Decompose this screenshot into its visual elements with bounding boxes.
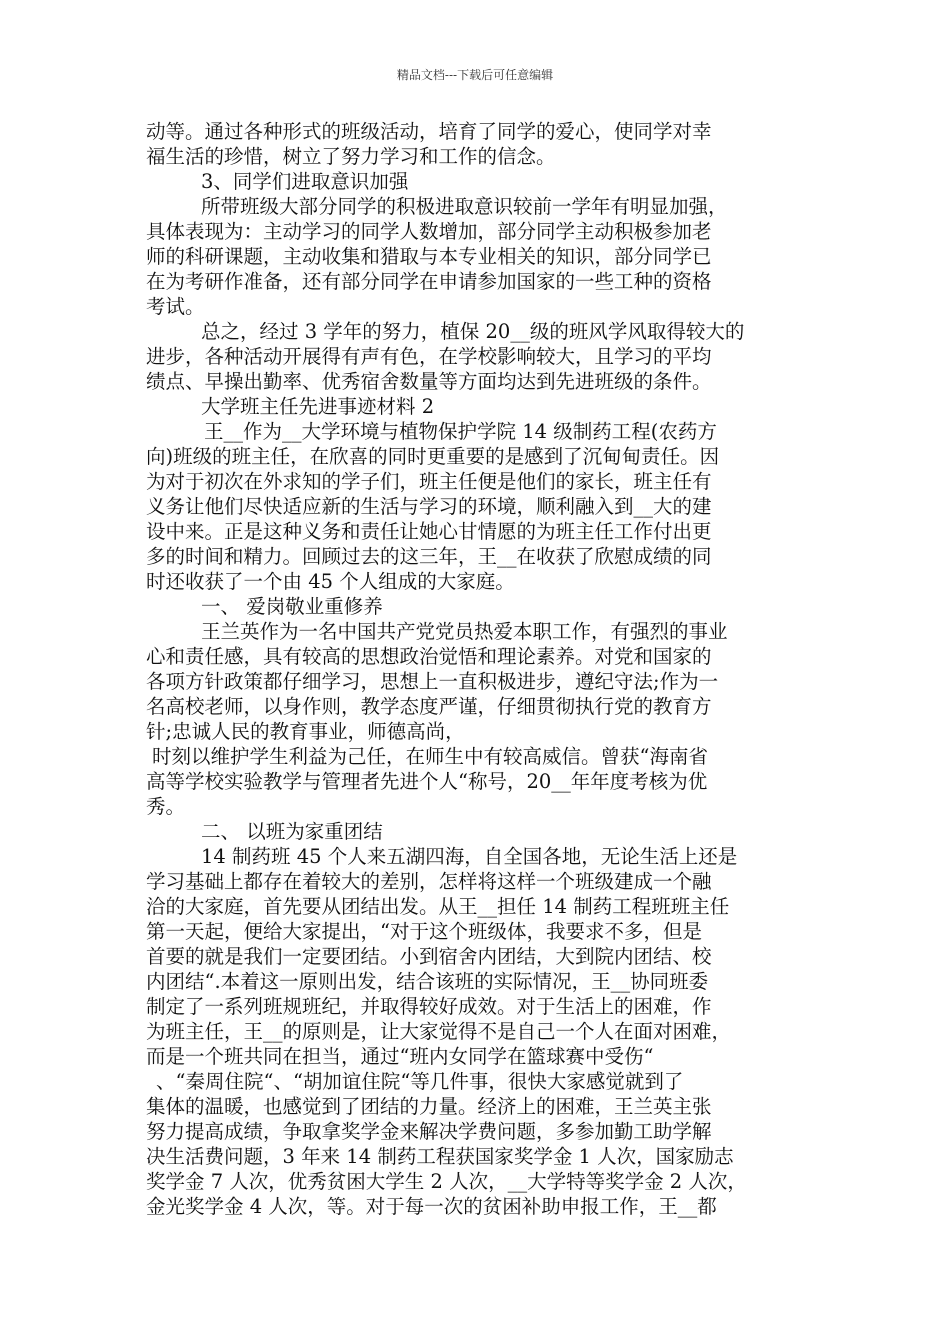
text-line: 进步，各种活动开展得有声有色，在学校影响较大，且学习的平均 bbox=[146, 345, 712, 368]
text-line: 福生活的珍惜，树立了努力学习和工作的信念。 bbox=[146, 145, 556, 168]
text-line: 二、 以班为家重团结 bbox=[201, 820, 383, 843]
document-body bbox=[146, 119, 814, 1219]
text-line: 考试。 bbox=[146, 295, 205, 318]
text-line: 3、同学们进取意识加强 bbox=[201, 170, 409, 193]
text-line: 为对于初次在外求知的学子们，班主任便是他们的家长，班主任有 bbox=[146, 470, 712, 493]
text-line: 内团结“.本着这一原则出发，结合该班的实际情况，王__协同班委 bbox=[146, 970, 709, 993]
text-line: 为班主任，王__的原则是，让大家觉得不是自己一个人在面对困难， bbox=[146, 1020, 732, 1043]
text-line: 第一天起，便给大家提出，“对于这个班级体，我要求不多，但是 bbox=[146, 920, 702, 943]
text-line: 首要的就是我们一定要团结。小到宿舍内团结，大到院内团结、校 bbox=[146, 945, 712, 968]
text-line: 秀。 bbox=[146, 795, 186, 818]
page-header: 精品文档---下载后可任意编辑 bbox=[396, 68, 554, 82]
text-line: 奖学金 7 人次，优秀贫困大学生 2 人次，__大学特等奖学金 2 人次， bbox=[146, 1170, 747, 1193]
text-line: 14 制药班 45 个人来五湖四海，自全国各地，无论生活上还是 bbox=[201, 845, 738, 868]
text-line: 高等学校实验教学与管理者先进个人“称号，20__年年度考核为优 bbox=[146, 770, 708, 793]
text-line: 绩点、早操出勤率、优秀宿舍数量等方面均达到先进班级的条件。 bbox=[146, 370, 712, 393]
text-line: 、“秦周住院“、“胡加谊住院“等几件事，很快大家感觉就到了 bbox=[156, 1070, 684, 1093]
text-line: 时还收获了一个由 45 个人组成的大家庭。 bbox=[146, 570, 515, 593]
text-line: 名高校老师，以身作则，教学态度严谨，仔细贯彻执行党的教育方 bbox=[146, 695, 712, 718]
text-line: 心和责任感，具有较高的思想政治觉悟和理论素养。对党和国家的 bbox=[146, 645, 712, 668]
text-line: 时刻以维护学生利益为己任，在师生中有较高威信。曾获“海南省 bbox=[152, 745, 708, 768]
text-line: 王兰英作为一名中国共产党党员热爱本职工作，有强烈的事业 bbox=[201, 620, 728, 643]
text-line: 金光奖学金 4 人次，等。对于每一次的贫困补助申报工作，王__都 bbox=[146, 1195, 717, 1218]
text-line: 决生活费问题，3 年来 14 制药工程获国家奖学金 1 人次，国家励志 bbox=[146, 1145, 734, 1168]
text-line: 义务让他们尽快适应新的生活与学习的环境，顺利融入到__大的建 bbox=[146, 495, 712, 518]
text-line: 洽的大家庭，首先要从团结出发。从王__担任 14 制药工程班班主任 bbox=[146, 895, 730, 918]
text-line: 针;忠诚人民的教育事业，师德高尚， bbox=[146, 720, 465, 743]
text-line: 集体的温暖，也感觉到了团结的力量。经济上的困难，王兰英主张 bbox=[146, 1095, 712, 1118]
text-line: 大学班主任先进事迹材料 2 bbox=[201, 395, 435, 418]
text-line: 各项方针政策都仔细学习，思想上一直积极进步，遵纪守法;作为一 bbox=[146, 670, 719, 693]
text-line: 具体表现为：主动学习的同学人数增加，部分同学主动积极参加老 bbox=[146, 220, 712, 243]
text-line: 向)班级的班主任，在欣喜的同时更重要的是感到了沉甸甸责任。因 bbox=[146, 445, 720, 468]
text-line: 一、 爱岗敬业重修养 bbox=[201, 595, 383, 618]
text-line: 制定了一系列班规班纪，并取得较好成效。对于生活上的困难，作 bbox=[146, 995, 712, 1018]
text-line: 学习基础上都存在着较大的差别，怎样将这样一个班级建成一个融 bbox=[146, 870, 712, 893]
text-line: 总之，经过 3 学年的努力，植保 20__级的班风学风取得较大的 bbox=[201, 320, 745, 343]
text-line: 所带班级大部分同学的积极进取意识较前一学年有明显加强， bbox=[201, 195, 728, 218]
text-line: 师的科研课题，主动收集和猎取与本专业相关的知识，部分同学已 bbox=[146, 245, 712, 268]
text-line: 动等。通过各种形式的班级活动，培育了同学的爱心，使同学对幸 bbox=[146, 120, 712, 143]
text-line: 王__作为__大学环境与植物保护学院 14 级制药工程(农药方 bbox=[204, 420, 717, 443]
text-line: 努力提高成绩，争取拿奖学金来解决学费问题，多参加勤工助学解 bbox=[146, 1120, 712, 1143]
text-line: 设中来。正是这种义务和责任让她心甘情愿的为班主任工作付出更 bbox=[146, 520, 712, 543]
text-line: 而是一个班共同在担当，通过“班内女同学在篮球赛中受伤“ bbox=[146, 1045, 654, 1068]
text-line: 在为考研作准备，还有部分同学在申请参加国家的一些工种的资格 bbox=[146, 270, 712, 293]
text-line: 多的时间和精力。回顾过去的这三年，王__在收获了欣慰成绩的同 bbox=[146, 545, 712, 568]
